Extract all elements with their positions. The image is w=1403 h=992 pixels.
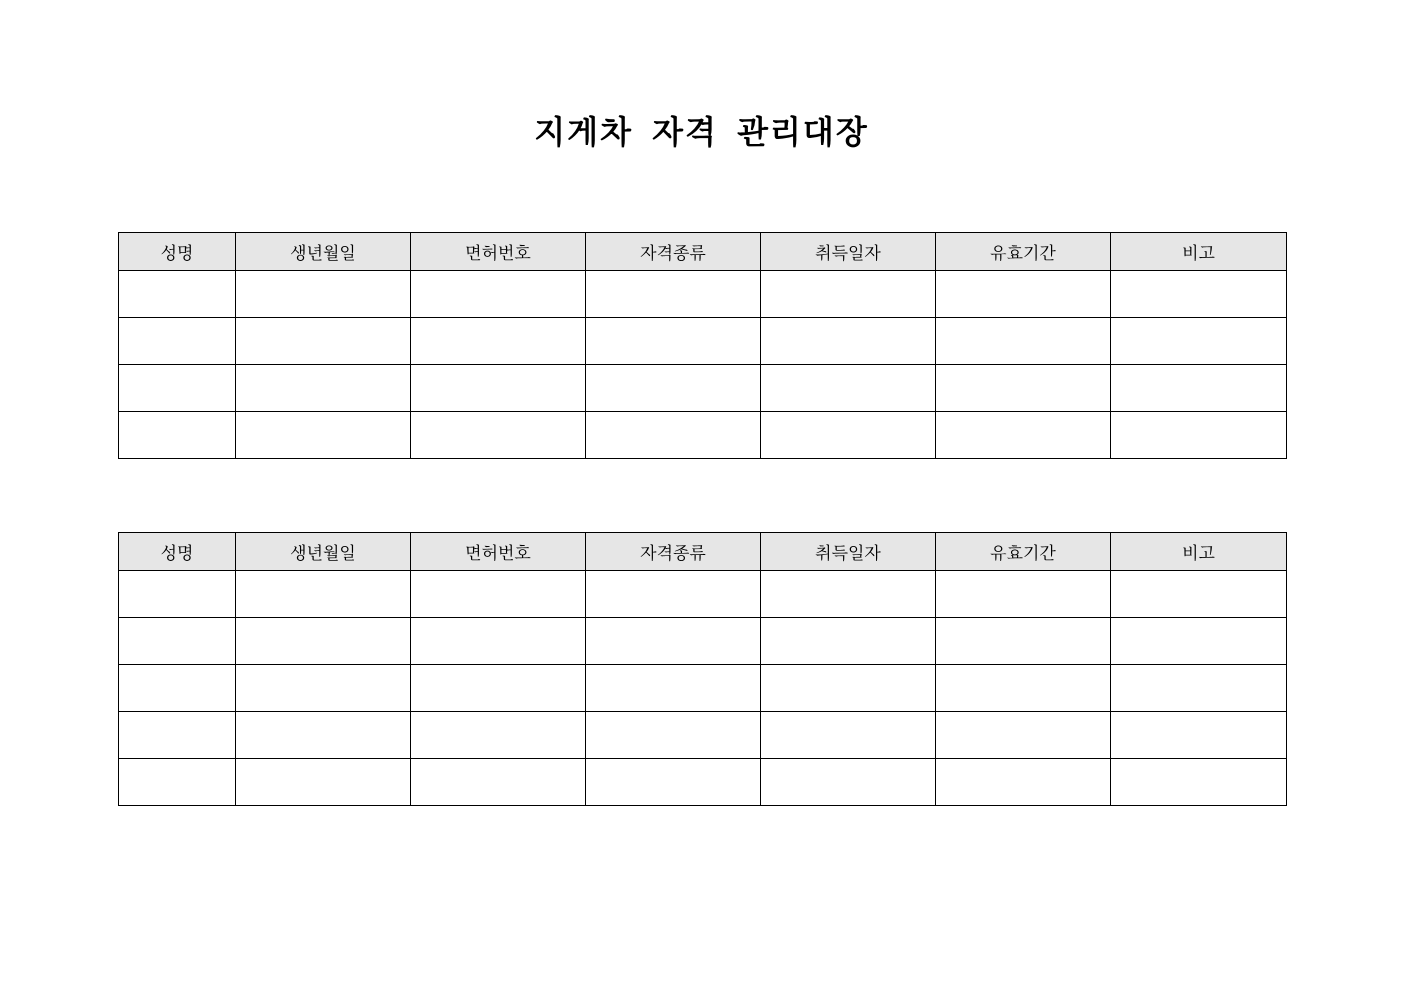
table-row <box>119 571 1287 618</box>
table-cell[interactable] <box>119 365 236 412</box>
table-cell[interactable] <box>119 665 236 712</box>
header-name: 성명 <box>119 533 236 571</box>
ledger-table-2 <box>118 532 1287 806</box>
table-cell[interactable] <box>411 318 586 365</box>
table-cell[interactable] <box>761 618 936 665</box>
table-cell[interactable] <box>1111 618 1287 665</box>
header-remarks: 비고 <box>1111 233 1287 271</box>
table-row <box>119 665 1287 712</box>
table-cell[interactable] <box>119 571 236 618</box>
table-row <box>119 712 1287 759</box>
table-cell[interactable] <box>936 665 1111 712</box>
header-acquisition-date: 취득일자 <box>761 533 936 571</box>
table-cell[interactable] <box>586 365 761 412</box>
table-cell[interactable] <box>586 665 761 712</box>
table-cell[interactable] <box>411 412 586 459</box>
table-cell[interactable] <box>1111 365 1287 412</box>
table-row <box>119 618 1287 665</box>
table-cell[interactable] <box>586 318 761 365</box>
table-cell[interactable] <box>119 759 236 806</box>
table-cell[interactable] <box>1111 571 1287 618</box>
page-title: 지게차 자격 관리대장 <box>534 113 869 151</box>
table-cell[interactable] <box>1111 412 1287 459</box>
table-cell[interactable] <box>411 365 586 412</box>
table-cell[interactable] <box>936 365 1111 412</box>
table-cell[interactable] <box>936 618 1111 665</box>
table-cell[interactable] <box>411 759 586 806</box>
table-row <box>119 318 1287 365</box>
table-cell[interactable] <box>119 412 236 459</box>
table-cell[interactable] <box>1111 712 1287 759</box>
table-cell[interactable] <box>119 318 236 365</box>
table-cell[interactable] <box>411 665 586 712</box>
table-cell[interactable] <box>586 271 761 318</box>
table-cell[interactable] <box>236 365 411 412</box>
table-cell[interactable] <box>761 318 936 365</box>
table-cell[interactable] <box>119 618 236 665</box>
table-cell[interactable] <box>411 712 586 759</box>
table-cell[interactable] <box>586 618 761 665</box>
table-row <box>119 271 1287 318</box>
ledger-table-1 <box>118 232 1287 459</box>
header-row <box>119 533 1287 571</box>
table-cell[interactable] <box>236 759 411 806</box>
table-cell[interactable] <box>236 665 411 712</box>
table-cell[interactable] <box>761 365 936 412</box>
table-cell[interactable] <box>1111 759 1287 806</box>
header-qualification-type: 자격종류 <box>586 533 761 571</box>
table-cell[interactable] <box>936 759 1111 806</box>
table-cell[interactable] <box>236 271 411 318</box>
table-cell[interactable] <box>761 412 936 459</box>
header-license-number: 면허번호 <box>411 233 586 271</box>
header-validity-period: 유효기간 <box>936 533 1111 571</box>
table-row <box>119 365 1287 412</box>
table-cell[interactable] <box>586 759 761 806</box>
table-row <box>119 759 1287 806</box>
table-cell[interactable] <box>236 712 411 759</box>
table-cell[interactable] <box>119 712 236 759</box>
header-name: 성명 <box>119 233 236 271</box>
table-cell[interactable] <box>236 412 411 459</box>
table-cell[interactable] <box>586 412 761 459</box>
table-cell[interactable] <box>936 412 1111 459</box>
table-cell[interactable] <box>936 712 1111 759</box>
table-cell[interactable] <box>411 618 586 665</box>
header-remarks: 비고 <box>1111 533 1287 571</box>
table-cell[interactable] <box>236 618 411 665</box>
table-cell[interactable] <box>936 318 1111 365</box>
table-row <box>119 412 1287 459</box>
table-cell[interactable] <box>119 271 236 318</box>
table-cell[interactable] <box>586 712 761 759</box>
header-row <box>119 233 1287 271</box>
table-cell[interactable] <box>1111 665 1287 712</box>
header-qualification-type: 자격종류 <box>586 233 761 271</box>
table-cell[interactable] <box>761 712 936 759</box>
header-validity-period: 유효기간 <box>936 233 1111 271</box>
header-birthdate: 생년월일 <box>236 233 411 271</box>
table-cell[interactable] <box>236 318 411 365</box>
header-acquisition-date: 취득일자 <box>761 233 936 271</box>
header-license-number: 면허번호 <box>411 533 586 571</box>
table-cell[interactable] <box>761 271 936 318</box>
table-cell[interactable] <box>236 571 411 618</box>
table-cell[interactable] <box>761 665 936 712</box>
table-cell[interactable] <box>411 271 586 318</box>
table-cell[interactable] <box>936 271 1111 318</box>
table-cell[interactable] <box>1111 271 1287 318</box>
table-cell[interactable] <box>761 759 936 806</box>
table-cell[interactable] <box>1111 318 1287 365</box>
header-birthdate: 생년월일 <box>236 533 411 571</box>
table-cell[interactable] <box>411 571 586 618</box>
table-cell[interactable] <box>936 571 1111 618</box>
table-cell[interactable] <box>586 571 761 618</box>
table-cell[interactable] <box>761 571 936 618</box>
